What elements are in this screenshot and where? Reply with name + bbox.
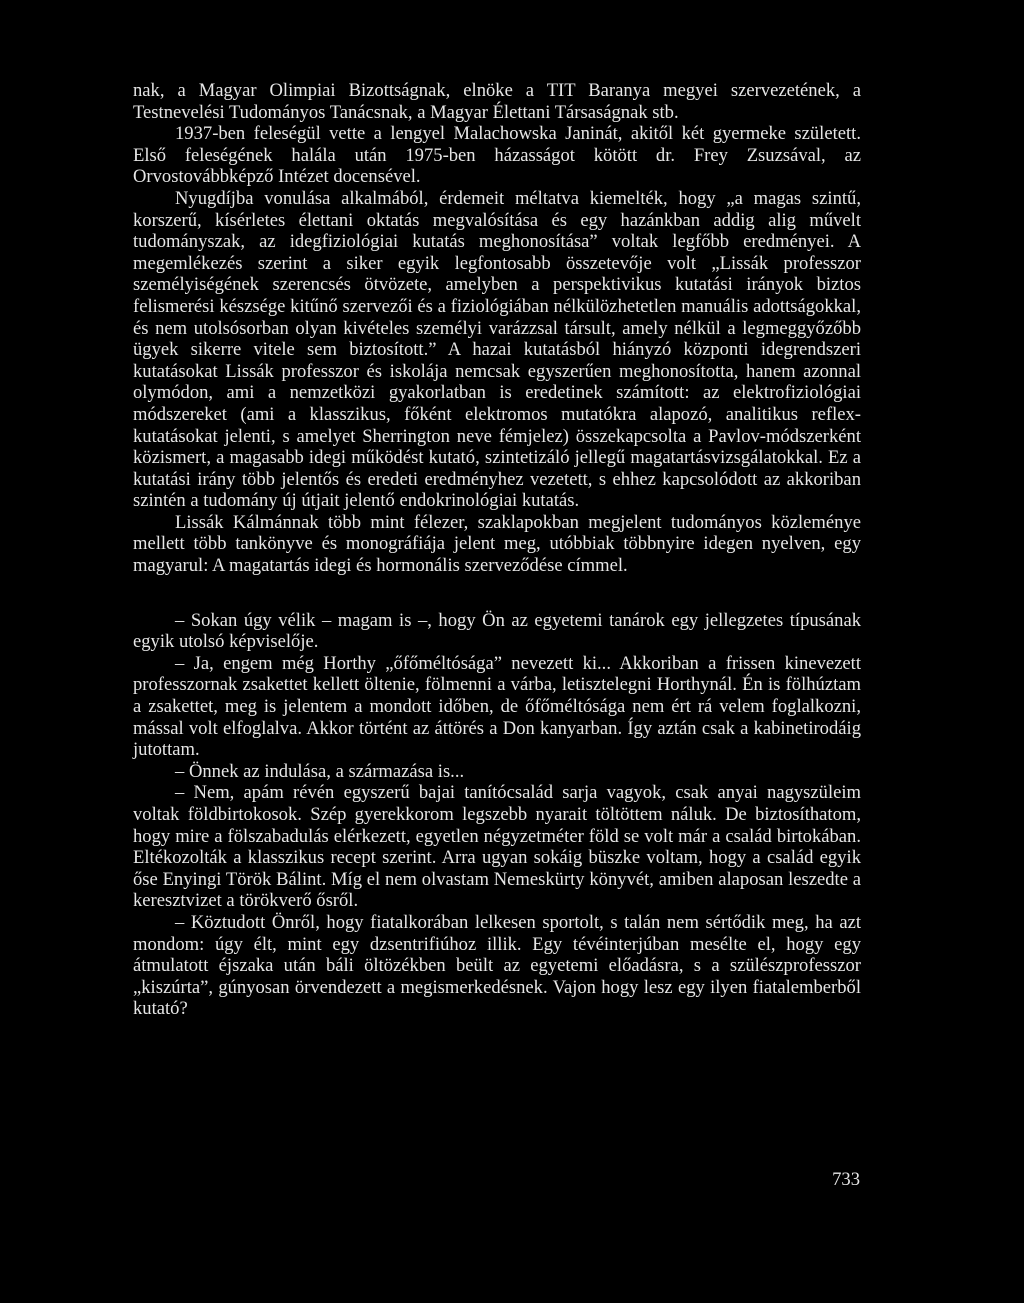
paragraph-marriage: 1937-ben feleségül vette a lengyel Malachowska Janinát, akitől két gyermeke született. Első feleségének halála után 1975-ben házasságot kötött dr. Frey Zsuzsával, az Orvostovábbképző Intézet docensével. xyxy=(133,123,861,188)
dialogue-question-3: – Köztudott Önről, hogy fiatalkorában lelkesen sportolt, s talán nem sértődik meg, ha azt mondom: úgy élt, mint egy dzsentrifiúhoz illik. Egy tévéinterjúban mesélte el, hogy egy átmulatott éjszaka után báli öltözékben beült az egyetemi előadásra, s a szülészprofesszor „kiszúrta”, gúnyosan örvendezett a megismerkedésnek. Vajon hogy lesz egy ilyen fiatalemberből kutató? xyxy=(133,911,861,1020)
paragraph-publications: Lissák Kálmánnak több mint félezer, szaklapokban megjelent tudományos közleménye mellett több tankönyve és monográfiája jelent meg, utóbbiak többnyire idegen nyelven, egy magyarul: A magatartás idegi és hormonális szerveződése címmel. xyxy=(133,511,861,577)
dialogue-question-1: – Sokan úgy vélik – magam is –, hogy Ön az egyetemi tanárok egy jellegzetes típusának egyik utolsó képviselője. xyxy=(133,609,861,653)
dialogue-answer-1: – Ja, engem még Horthy „őfőméltósága” nevezett ki... Akkoriban a frissen kinevezett professzornak zsakettet kellett öltenie, fölmenni a várba, letisztelegni Horthynál. Én is fölhúztam a zsakettet, meg is jelentem a mondott időben, de őfőméltósága nem ért rá velem foglalkozni, mással volt elfoglalva. Akkor történt az áttörés a Don kanyarban. Így aztán csak a kabinetirodáig jutottam. xyxy=(133,652,861,761)
page-number: 733 xyxy=(832,1169,860,1190)
interview-dialogue xyxy=(133,610,861,1020)
section-divider xyxy=(133,577,861,610)
paragraph-continuation: nak, a Magyar Olimpiai Bizottságnak, elnöke a TIT Baranya megyei szervezetének, a Testnevelési Tudományos Tanácsnak, a Magyar Élettani Társaságnak stb. xyxy=(133,80,861,123)
dialogue-answer-2: – Nem, apám révén egyszerű bajai tanítócsalád sarja vagyok, csak anyai nagyszüleim voltak földbirtokosok. Szép gyerekkorom legszebb nyarait töltöttem náluk. De biztosíthatom, hogy mire a fölszabadulás elérkezett, egyetlen négyzetméter föld se volt már a család birtokában. Eltékozolták a klasszikus recept szerint. Arra ugyan sokáig büszke voltam, hogy a család egyik őse Enyingi Török Bálint. Míg el nem olvastam Nemeskürty könyvét, amiben alaposan leszedte a keresztvizet a törökverő ősről. xyxy=(133,782,861,912)
page-text-block xyxy=(133,80,861,1020)
dialogue-question-2: – Önnek az indulása, a származása is... xyxy=(175,760,465,782)
paragraph-retirement: Nyugdíjba vonulása alkalmából, érdemeit méltatva kiemelték, hogy „a magas szintű, korszerű, kísérletes élettani oktatás megvalósítása és egy hazánkban addig alig művelt tudományszak, az idegfiziológiai kutatás meghonosítása” voltak legfőbb eredményei. A megemlékezés szerint a siker egyik legfontosabb összetevője volt „Lissák professzor személyiségének szerencsés ötvözete, amelyben a perspektivikus kutatási irányok biztos felismerési készsége kitűnő szervezői és a fiziológiában nélkülözhetetlen manuális adottságokkal, és nem utolsósorban olyan kivételes személyi varázzsal társult, amely nélkül a legmeggyőzőbb ügyek sikerre vitele sem biztosított.” A hazai kutatásból hiányzó központi idegrendszeri kutatásokat Lissák professzor és iskolája nemcsak egyszerűen meghonosította, hanem azonnal olymódon, ami a nemzetközi gyakorlatban is eredetinek számított: az elektrofiziológiai módszereket (ami a klasszikus, főként elektromos mutatókra alapozó, analitikus reflex-kutatásokat jelenti, s amelyet Sherrington neve fémjelez) összekapcsolta a Pavlov-módszerként közismert, a magasabb idegi működést kutató, szintetizáló jellegű magatartásvizsgálatokkal. Ez a kutatási irány több jelentős és eredeti eredményhez vezetett, s ehhez kapcsolódott az akkoriban szintén a tudomány új útjait jelentő endokrinológiai kutatás. xyxy=(133,187,861,512)
